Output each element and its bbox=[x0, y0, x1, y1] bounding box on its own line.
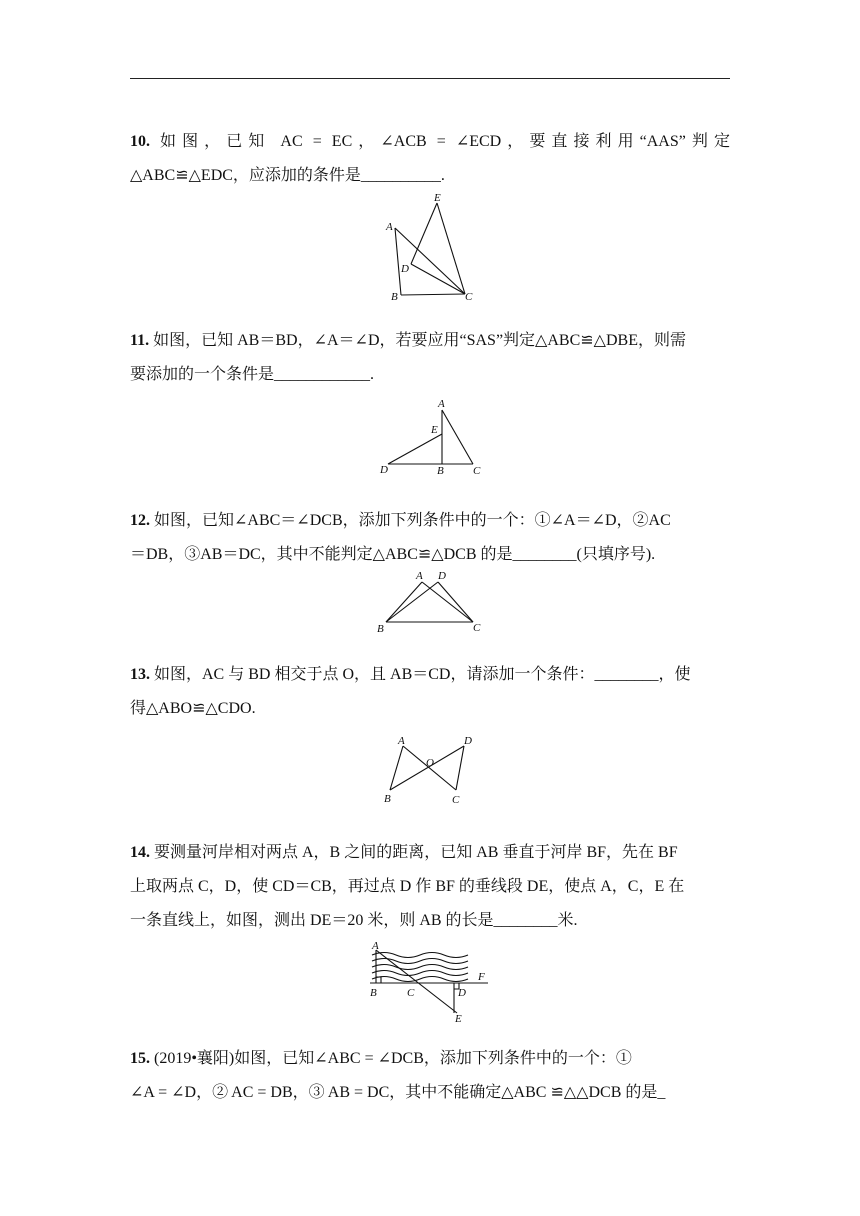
label-A: A bbox=[386, 221, 393, 233]
question-11 bbox=[130, 324, 730, 392]
figure-q12 bbox=[372, 568, 488, 636]
label-C: C bbox=[452, 794, 460, 806]
question-number: 14. bbox=[130, 844, 150, 861]
question-13 bbox=[130, 658, 730, 726]
figure-q10 bbox=[375, 188, 485, 306]
question-number: 15. bbox=[130, 1050, 150, 1067]
label-O: O bbox=[426, 757, 434, 769]
river-wave bbox=[372, 959, 468, 964]
question-14-line-1: 14. 要测量河岸相对两点 A，B 之间的距离，已知 AB 垂直于河岸 BF，先在 BF bbox=[130, 844, 678, 861]
question-10 bbox=[130, 125, 730, 193]
question-number: 10. bbox=[130, 133, 150, 150]
label-D: D bbox=[380, 464, 388, 476]
question-number: 11. bbox=[130, 332, 150, 349]
header-rule bbox=[130, 78, 730, 79]
label-E: E bbox=[431, 424, 438, 436]
label-E: E bbox=[434, 192, 441, 204]
label-A: A bbox=[372, 940, 379, 952]
label-B: B bbox=[377, 623, 384, 635]
label-B: B bbox=[384, 793, 391, 805]
label-C: C bbox=[465, 291, 473, 303]
question-10-line-1: 10. 如图，已知 AC = EC，∠ACB = ∠ECD，要直接利用“AAS”判定 bbox=[130, 133, 730, 150]
label-D: D bbox=[401, 263, 409, 275]
figure-q13 bbox=[378, 732, 482, 808]
river-wave bbox=[372, 971, 468, 976]
river-wave bbox=[372, 977, 468, 982]
question-11-line-2: 要添加的一个条件是____________. bbox=[130, 366, 375, 383]
question-14-line-2: 上取两点 C，D，使 CD＝CB，再过点 D 作 BF 的垂线段 DE，使点 A，C，E 在 bbox=[130, 878, 685, 895]
figure-q11 bbox=[376, 396, 488, 478]
label-B: B bbox=[370, 987, 377, 999]
label-B: B bbox=[437, 465, 444, 477]
question-12-line-2: ＝DB，③AB＝DC，其中不能判定△ABC≌△DCB 的是________(只填序号). bbox=[130, 546, 656, 563]
label-C: C bbox=[473, 622, 481, 634]
question-14-line-3: 一条直线上，如图，测出 DE＝20 米，则 AB 的长是________米. bbox=[130, 912, 578, 929]
question-10-line-2: △ABC≌△EDC，应添加的条件是__________. bbox=[130, 167, 445, 184]
label-D: D bbox=[438, 570, 446, 582]
label-A: A bbox=[398, 735, 405, 747]
question-15-line-1: 15. (2019•襄阳)如图，已知∠ABC = ∠DCB，添加下列条件中的一个：① bbox=[130, 1050, 632, 1067]
question-12 bbox=[130, 504, 730, 572]
question-15 bbox=[130, 1042, 730, 1110]
label-A: A bbox=[416, 570, 423, 582]
label-C: C bbox=[473, 465, 481, 477]
label-C: C bbox=[407, 987, 415, 999]
label-D: D bbox=[458, 987, 466, 999]
question-14 bbox=[130, 836, 730, 938]
question-13-line-2: 得△ABO≌△CDO. bbox=[130, 700, 256, 717]
label-A: A bbox=[438, 398, 445, 410]
question-15-line-2: ∠A = ∠D，② AC = DB，③ AB = DC，其中不能确定△ABC ≌△△DCB 的是_ bbox=[130, 1084, 666, 1101]
question-number: 13. bbox=[130, 666, 150, 683]
label-D: D bbox=[464, 735, 472, 747]
figure-q14 bbox=[364, 940, 494, 1026]
river-wave bbox=[372, 953, 468, 958]
river-wave bbox=[372, 965, 468, 970]
question-12-line-1: 12. 如图，已知∠ABC＝∠DCB，添加下列条件中的一个：①∠A＝∠D，②AC bbox=[130, 512, 671, 529]
label-F: F bbox=[478, 971, 485, 983]
label-E: E bbox=[455, 1013, 462, 1025]
question-13-line-1: 13. 如图，AC 与 BD 相交于点 O，且 AB＝CD，请添加一个条件：________，使 bbox=[130, 666, 691, 683]
label-B: B bbox=[391, 291, 398, 303]
question-11-line-1: 11. 如图，已知 AB＝BD，∠A＝∠D，若要应用“SAS”判定△ABC≌△DBE，则需 bbox=[130, 332, 686, 349]
question-number: 12. bbox=[130, 512, 150, 529]
